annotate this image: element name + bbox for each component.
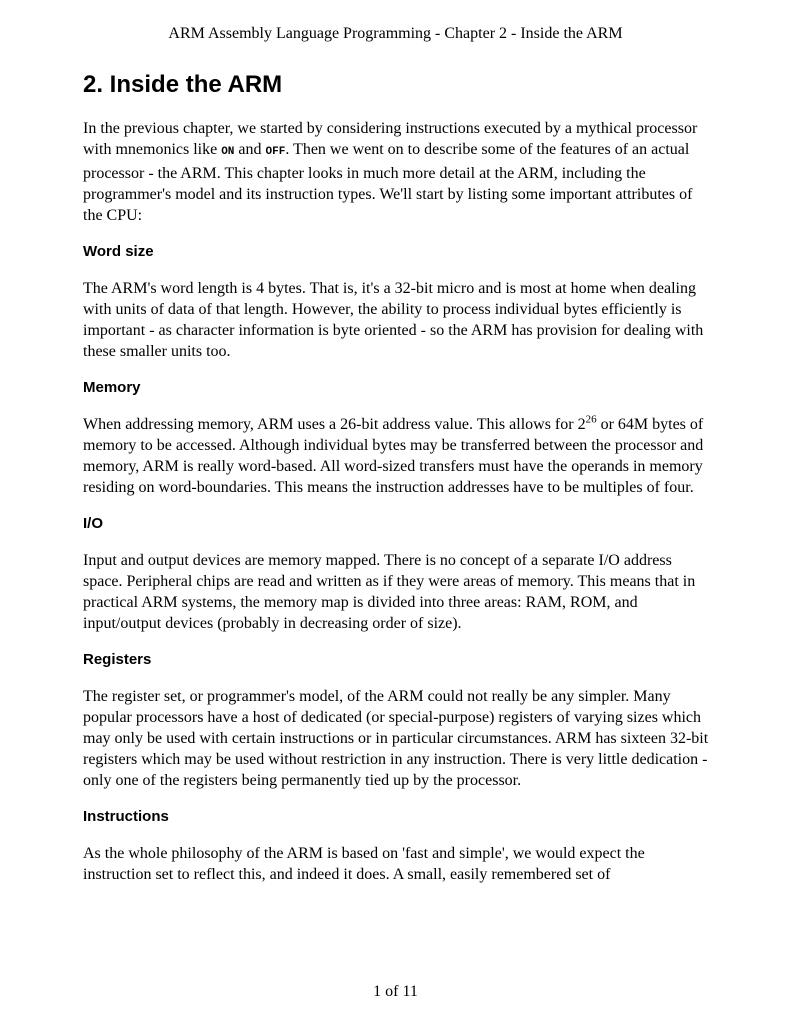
code-on: ON: [221, 146, 235, 158]
code-off: OFF: [265, 146, 286, 158]
heading-memory: Memory: [83, 379, 141, 396]
intro-text-2: and: [234, 141, 266, 158]
instructions-paragraph: As the whole philosophy of the ARM is based on 'fast and simple', we would expect the instruction set to reflect this, and indeed it does. A small, easily remembered set of: [83, 845, 645, 883]
intro-paragraph: [83, 118, 713, 226]
heading-io: I/O: [83, 515, 104, 532]
registers-paragraph: The register set, or programmer's model, of the ARM could not really be any simpler. Many popular processors have a host of dedicated (or special-purpose) registers of varying sizes which may only be used with certain instructions or in particular circumstances. ARM has sixteen 32-bit registers which may be used without restriction in any instruction. There is very little dedication - only one of the registers being permanently tied up by the processor.: [83, 688, 709, 789]
memory-text-1: When addressing memory, ARM uses a 26-bit address value. This allows for 2: [83, 416, 586, 433]
document-body: [83, 64, 713, 885]
io-paragraph: Input and output devices are memory mapped. There is no concept of a separate I/O address space. Peripheral chips are read and written as if they were areas of memory. This means that in practical ARM systems, the memory map is divided into three areas: RAM, ROM, and input/output devices (probably in decreasing order of size).: [83, 552, 696, 632]
running-header: ARM Assembly Language Programming - Chapter 2 - Inside the ARM: [168, 25, 623, 42]
intro-text-3: . Then we went on to describe some of the features of an actual processor - the ARM. This chapter looks in much more detail at the ARM, including the programmer's model and its instruction types. We'll start by listing some important attributes of the CPU:: [83, 141, 693, 224]
memory-exponent: 26: [585, 413, 597, 426]
word-size-paragraph: The ARM's word length is 4 bytes. That is, it's a 32-bit micro and is most at home when dealing with units of data of that length. However, the ability to process individual bytes efficiently is important - as character information is byte oriented - so the ARM has provision for dealing with these smaller units too.: [83, 280, 704, 360]
chapter-title: 2. Inside the ARM: [83, 71, 283, 98]
page-indicator: 1 of 11: [373, 983, 418, 1000]
heading-instructions: Instructions: [83, 808, 169, 825]
heading-registers: Registers: [83, 651, 152, 668]
memory-paragraph: [83, 414, 713, 498]
intro-text-1: In the previous chapter, we started by considering instructions executed by a mythical processor with mnemonics like: [83, 120, 698, 158]
heading-word-size: Word size: [83, 243, 154, 260]
memory-text-2: or 64M bytes of memory to be accessed. Although individual bytes may be transferred between the processor and memory, ARM is really word-based. All word-sized transfers must have the operands in memory residing on word-boundaries. This means the instruction addresses have to be multiples of four.: [83, 416, 704, 496]
